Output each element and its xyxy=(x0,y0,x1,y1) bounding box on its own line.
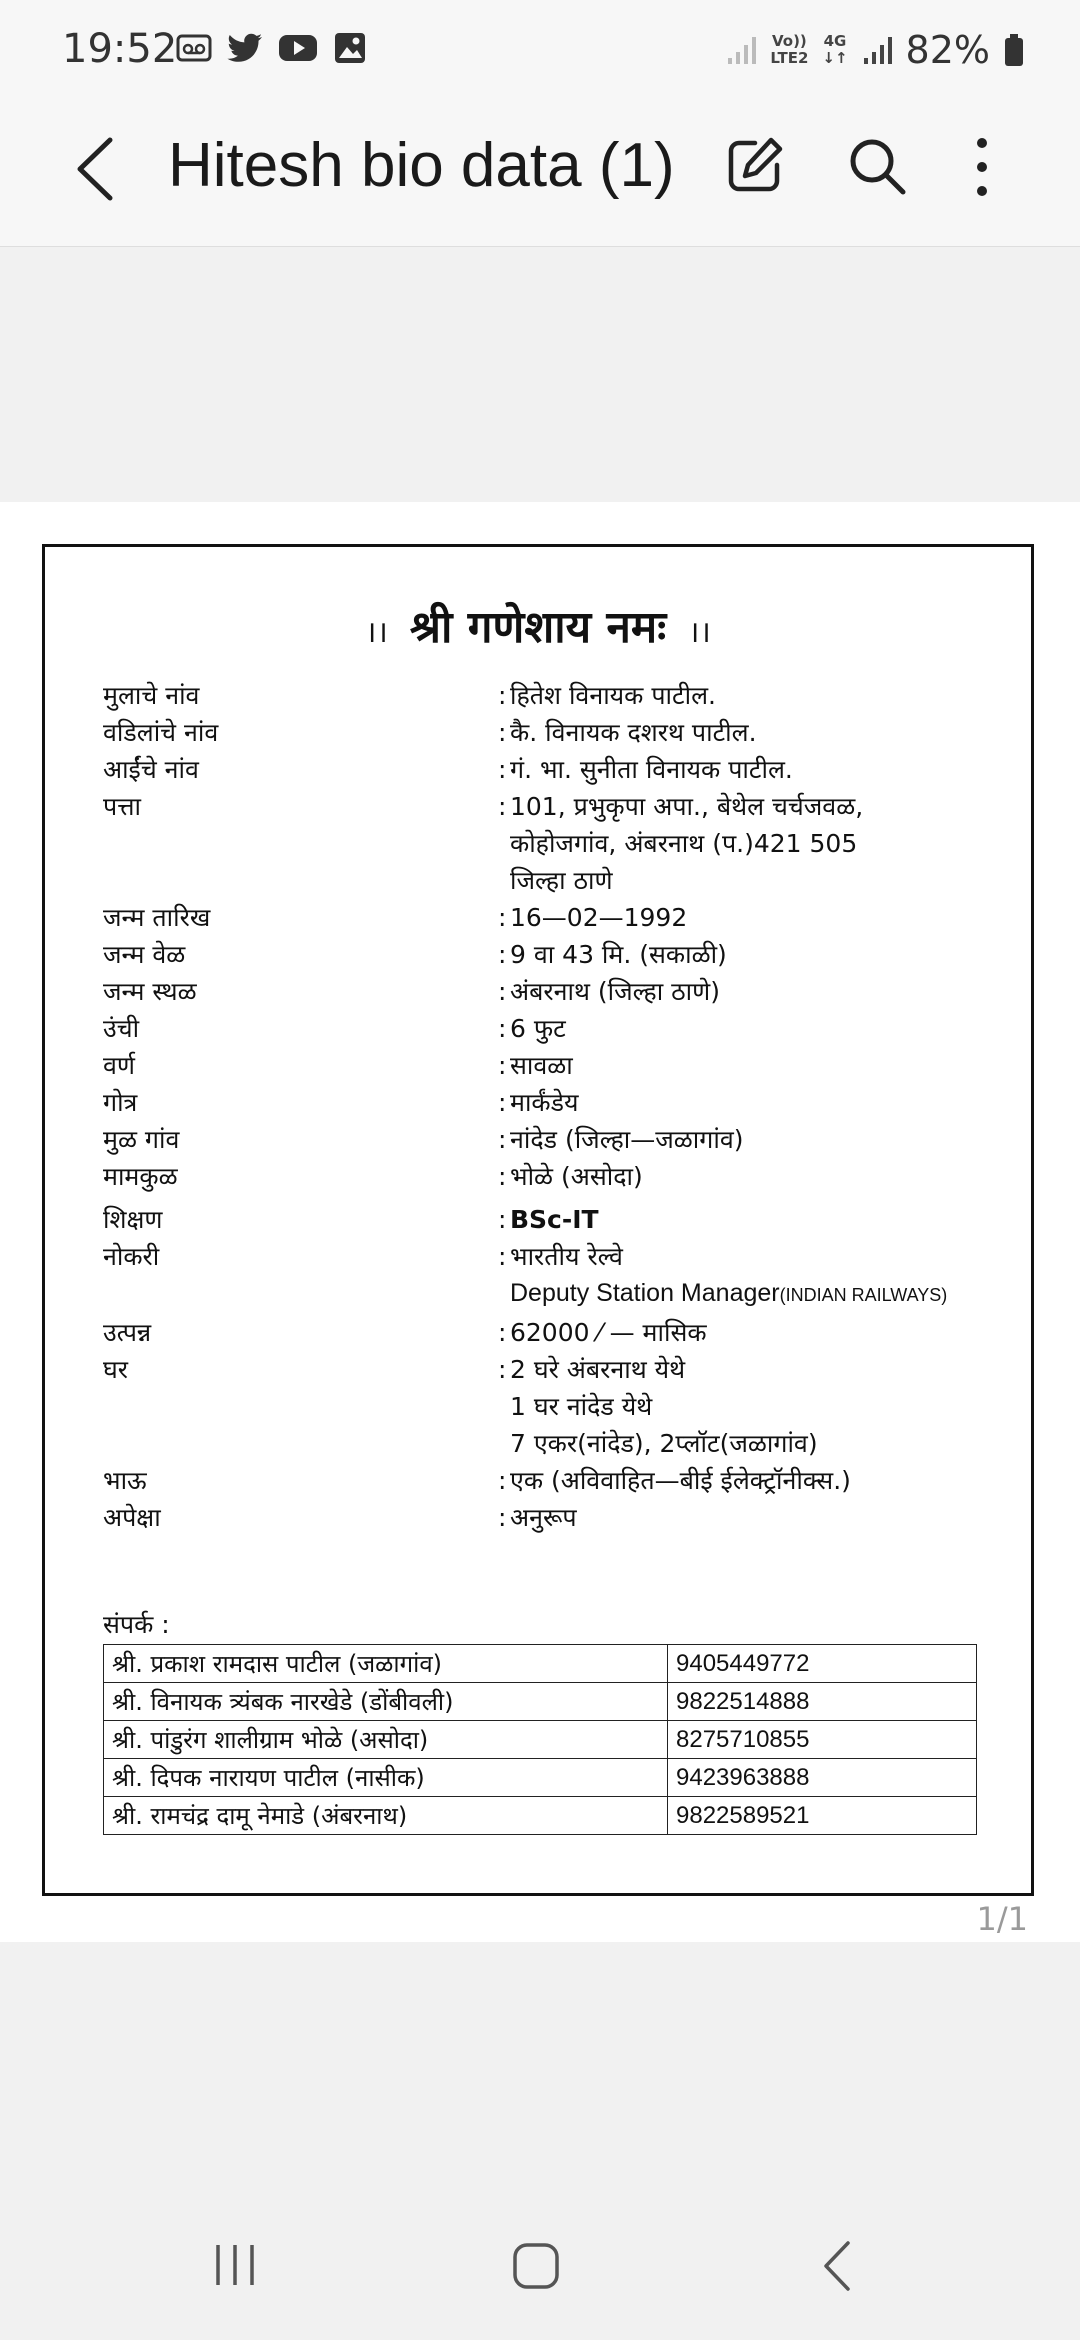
signal-weak-icon xyxy=(726,34,756,66)
field-colon: : xyxy=(498,681,507,710)
job-title: Deputy Station Manager xyxy=(510,1279,780,1307)
field-label: आईंचे नांव xyxy=(103,755,199,784)
field-value xyxy=(510,751,1003,788)
field-value xyxy=(510,1314,1003,1351)
field-colon: : xyxy=(498,903,507,932)
contact-name: श्री. पांडुरंग शालीग्राम भोळे (असोदा) xyxy=(104,1721,668,1759)
field-value-line: गं. भा. सुनीता विनायक पाटील. xyxy=(510,755,793,784)
field-value-line: अंबरनाथ (जिल्हा ठाणे) xyxy=(510,977,720,1006)
field-value-line: सावळा xyxy=(510,1051,573,1080)
table-row xyxy=(104,1797,977,1835)
table-row xyxy=(104,1645,977,1683)
field-label: घर xyxy=(103,1355,129,1384)
table-row xyxy=(104,1721,977,1759)
contact-name: श्री. रामचंद्र दामू नेमाडे (अंबरनाथ) xyxy=(104,1797,668,1835)
field-label: मुळ गांव xyxy=(103,1125,180,1154)
field-row xyxy=(103,899,1003,936)
heading-mark-right: ।। xyxy=(688,615,711,650)
field-row xyxy=(103,973,1003,1010)
field-value-line: जिल्हा ठाणे xyxy=(510,866,613,895)
field-value-line: नांदेड (जिल्हा—जळागांव) xyxy=(510,1125,744,1154)
field-label: गोत्र xyxy=(103,1088,138,1117)
field-value xyxy=(510,973,1003,1010)
contact-name: श्री. दिपक नारायण पाटील (नासीक) xyxy=(104,1759,668,1797)
field-value-line: भारतीय रेल्वे xyxy=(510,1242,623,1271)
field-colon: : xyxy=(498,977,507,1006)
field-label: अपेक्षा xyxy=(103,1503,161,1532)
status-bar xyxy=(0,0,1080,100)
edit-icon[interactable] xyxy=(725,135,785,195)
field-label: मामकुळ xyxy=(103,1162,178,1191)
field-value xyxy=(510,1047,1003,1084)
field-value-line: 7 एकर(नांदेड), 2प्लॉट(जळागांव) xyxy=(510,1429,818,1458)
volte-indicator xyxy=(770,33,808,67)
contact-name: श्री. विनायक त्र्यंबक नारखेडे (डोंबीवली) xyxy=(104,1683,668,1721)
contact-phone: 9423963888 xyxy=(668,1759,977,1797)
field-value xyxy=(510,1201,1003,1238)
field-row xyxy=(103,1121,1003,1158)
field-label: शिक्षण xyxy=(103,1205,163,1234)
back-arrow-icon[interactable] xyxy=(70,136,120,202)
contact-name: श्री. प्रकाश रामदास पाटील (जळागांव) xyxy=(104,1645,668,1683)
data-arrows-icon: ↓↑ xyxy=(822,49,848,67)
field-row xyxy=(103,1499,1003,1536)
field-colon: : xyxy=(498,940,507,969)
battery-percent: 82% xyxy=(905,28,990,72)
field-colon: : xyxy=(498,1162,507,1191)
field-colon: : xyxy=(498,1242,507,1271)
twitter-icon xyxy=(226,30,264,66)
field-value xyxy=(510,1238,1003,1314)
field-label: नोकरी xyxy=(103,1242,160,1271)
field-value xyxy=(510,1499,1003,1536)
field-label: वडिलांचे नांव xyxy=(103,718,219,747)
field-value-line: 6 फुट xyxy=(510,1014,566,1043)
field-value-line: हितेश विनायक पाटील. xyxy=(510,681,716,710)
field-label: उत्पन्न xyxy=(103,1318,152,1347)
field-value-line: 1 घर नांदेड येथे xyxy=(510,1392,653,1421)
gallery-icon xyxy=(332,30,368,66)
biodata-fields xyxy=(103,677,1003,1536)
field-value-line: मार्कंडेय xyxy=(510,1088,579,1117)
field-colon: : xyxy=(498,1014,507,1043)
youtube-icon xyxy=(278,30,318,66)
field-row xyxy=(103,1010,1003,1047)
contacts-table xyxy=(103,1644,977,1835)
field-value-line: एक (अविवाहित—बीई ईलेक्ट्रॉनीक्स.) xyxy=(510,1466,851,1495)
page-indicator: 1/1 xyxy=(976,1900,1028,1938)
battery-icon xyxy=(1004,33,1024,67)
field-row xyxy=(103,1462,1003,1499)
home-icon[interactable] xyxy=(512,2242,560,2290)
field-label: मुलाचे नांव xyxy=(103,681,200,710)
field-value xyxy=(510,788,1003,899)
field-row xyxy=(103,936,1003,973)
contact-phone: 9822589521 xyxy=(668,1797,977,1835)
field-row xyxy=(103,1158,1003,1195)
search-icon[interactable] xyxy=(846,135,908,197)
field-colon: : xyxy=(498,755,507,784)
field-value xyxy=(510,1158,1003,1195)
field-value-line: भोळे (असोदा) xyxy=(510,1162,643,1191)
field-row xyxy=(103,677,1003,714)
field-row xyxy=(103,1238,1003,1314)
field-colon: : xyxy=(498,1088,507,1117)
field-label: उंची xyxy=(103,1014,140,1043)
field-value-line: 62000 ⁄ — मासिक xyxy=(510,1318,707,1347)
field-colon: : xyxy=(498,1205,507,1234)
field-colon: : xyxy=(498,1355,507,1384)
field-label: जन्म वेळ xyxy=(103,940,186,969)
contact-phone: 9405449772 xyxy=(668,1645,977,1683)
field-value xyxy=(510,1121,1003,1158)
field-colon: : xyxy=(498,1318,507,1347)
job-employer: (INDIAN RAILWAYS) xyxy=(779,1285,948,1305)
field-value xyxy=(510,899,1003,936)
heading-text: श्री गणेशाय नमः xyxy=(409,602,667,653)
field-value xyxy=(510,714,1003,751)
field-value xyxy=(510,1462,1003,1499)
field-row xyxy=(103,1201,1003,1238)
navigation-bar xyxy=(0,2180,1080,2340)
field-value-line: अनुरूप xyxy=(510,1503,577,1532)
field-row xyxy=(103,788,1003,899)
field-value-line: कै. विनायक दशरथ पाटील. xyxy=(510,718,757,747)
field-colon: : xyxy=(498,1125,507,1154)
volte-label: Vo)) xyxy=(771,32,807,50)
field-row xyxy=(103,1084,1003,1121)
field-value-line: कोहोजगांव, अंबरनाथ (प.)421 505 xyxy=(510,829,858,858)
more-vert-icon[interactable] xyxy=(962,135,1002,199)
field-colon: : xyxy=(498,792,507,821)
field-value xyxy=(510,936,1003,973)
contact-title: संपर्क : xyxy=(103,1610,170,1639)
field-label: भाऊ xyxy=(103,1466,147,1495)
field-label: पत्ता xyxy=(103,792,141,821)
field-value-line: BSc-IT xyxy=(510,1205,599,1234)
field-value-line: 16—02—1992 xyxy=(510,903,688,932)
contact-phone: 8275710855 xyxy=(668,1721,977,1759)
network-label: 4G xyxy=(823,32,847,50)
field-value-line: 9 वा 43 मि. (सकाळी) xyxy=(510,940,727,969)
table-row xyxy=(104,1683,977,1721)
field-value xyxy=(510,1010,1003,1047)
field-colon: : xyxy=(498,1466,507,1495)
field-row xyxy=(103,751,1003,788)
field-row xyxy=(103,1314,1003,1351)
voicemail-icon xyxy=(176,30,212,66)
field-colon: : xyxy=(498,1503,507,1532)
field-value xyxy=(510,677,1003,714)
pdf-page[interactable] xyxy=(0,502,1080,1942)
back-icon[interactable] xyxy=(822,2240,852,2292)
field-label: जन्म तारिख xyxy=(103,903,211,932)
notification-icons xyxy=(176,30,368,66)
field-value xyxy=(510,1084,1003,1121)
recent-apps-icon[interactable] xyxy=(212,2242,258,2288)
field-row xyxy=(103,1047,1003,1084)
status-time: 19:52 xyxy=(62,26,178,72)
field-label: जन्म स्थळ xyxy=(103,977,197,1006)
document-title: Hitesh bio data (1) xyxy=(168,131,675,200)
app-bar xyxy=(0,100,1080,247)
lte-label: LTE2 xyxy=(770,49,809,67)
contact-phone: 9822514888 xyxy=(668,1683,977,1721)
field-colon: : xyxy=(498,718,507,747)
document-frame xyxy=(42,544,1034,1896)
field-value xyxy=(510,1351,1003,1462)
field-value-line: 2 घरे अंबरनाथ येथे xyxy=(510,1355,686,1384)
field-colon: : xyxy=(498,1051,507,1080)
field-row xyxy=(103,714,1003,751)
table-row xyxy=(104,1759,977,1797)
status-indicators xyxy=(726,28,1024,72)
network-indicator xyxy=(822,33,847,67)
field-value-line: 101, प्रभुकृपा अपा., बेथेल चर्चजवळ, xyxy=(510,792,864,821)
field-row xyxy=(103,1351,1003,1462)
heading-mark-left: ।। xyxy=(365,615,388,650)
field-value-english xyxy=(510,1275,1003,1314)
field-label: वर्ण xyxy=(103,1051,135,1080)
signal-icon xyxy=(862,34,892,66)
document-heading xyxy=(45,595,1031,655)
